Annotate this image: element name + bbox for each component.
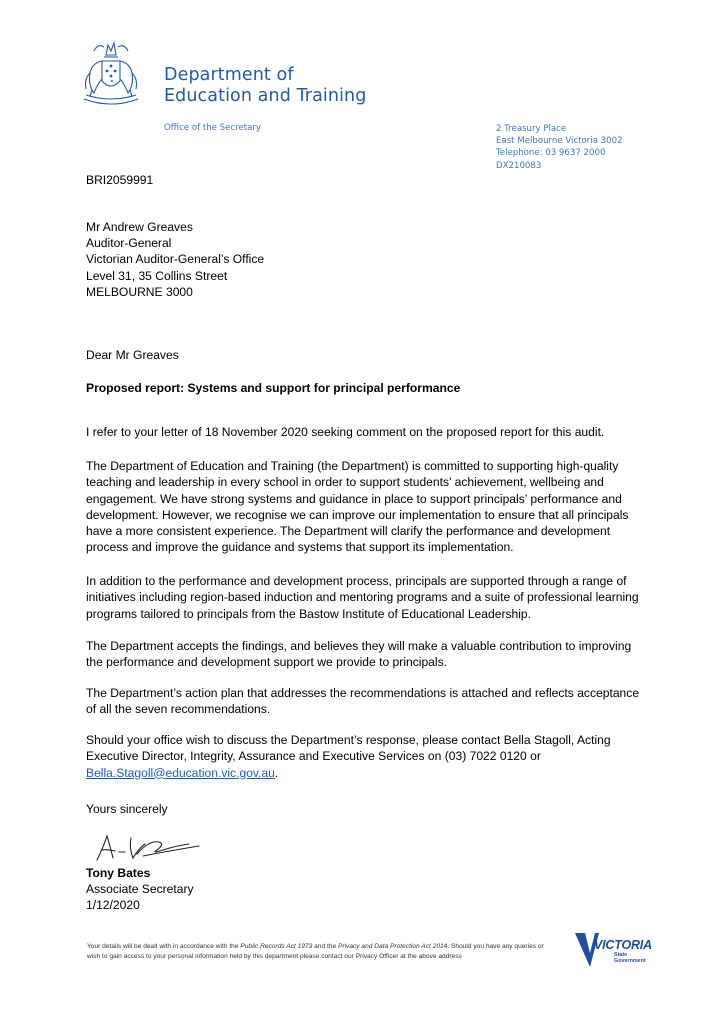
contact-paragraph [86,732,651,781]
contact-end: . [274,765,279,780]
contact-text: Should your office wish to discuss the Department’s response, please contact Bella Stagoll, Acting Executive Director, Integrity, Assurance and Executive Services on (03) 7022 0120 or [86,733,611,764]
closing: Yours sincerely [86,802,168,816]
address-line: East Melbourne Victoria 3002 [496,136,623,147]
signer-block [86,865,651,914]
recipient-block [86,219,651,300]
recipient-line: Level 31, 35 Collins Street [86,268,228,283]
address-line: Telephone: 03 9637 2000 [496,148,606,159]
footer-act-name: Privacy and Data Protection Act 2014 [337,943,448,950]
contact-email-link[interactable]: Bella.Stagoll@education.vic.gov.au [86,765,275,780]
body-paragraph: The Department’s action plan that addresses the recommendations is attached and reflects acceptance of all the seven recommendations. [86,686,640,717]
department-name-line1: Department of [164,65,294,85]
office-name: Office of the Secretary [164,123,262,133]
body-paragraph: The Department accepts the findings, and believes they will make a valuable contribution to improving the performance and development support we provide to principals. [86,639,632,670]
body-paragraph: I refer to your letter of 18 November 2020 seeking comment on the proposed report for this audit. [86,425,605,440]
victoria-logo-subtext [614,952,654,964]
footer-act-name: Public Records Act 1973 [240,943,313,950]
footer-text: and the [312,943,338,950]
salutation: Dear Mr Greaves [86,348,179,362]
recipient-line: Victorian Auditor-General’s Office [86,252,265,267]
recipient-line: MELBOURNE 3000 [86,284,193,299]
department-address [496,123,696,172]
victoria-logo-text: VICTORIA [594,938,652,952]
logo-sub-line: Government [614,958,646,964]
signature-icon [93,830,203,864]
department-name-line2: Education and Training [164,86,367,106]
reference-number: BRI2059991 [86,173,154,187]
letter-date: 1/12/2020 [86,898,140,913]
recipient-line: Auditor-General [86,236,172,251]
subject-line: Proposed report: Systems and support for principal performance [86,381,461,395]
body-paragraph: The Department of Education and Training (the Department) is committed to supporting high-quality teaching and leadership in every school in order to support students’ achievement, wellbeing and engagement. We have strong systems and guidance in place to support principals’ performance and development. However, we recognise we can improve our implementation to ensure that all principals have a more consistent experience. The Department will clarify the performance and development process and improve the guidance and systems that support its implementation. [86,459,629,555]
signer-name: Tony Bates [86,866,151,880]
privacy-footer [87,942,557,961]
footer-text: . Should you have any queries or wish to gain access to your personal information held by this department please contact our Privacy Officer at the above address [87,943,544,960]
address-line: 2 Treasury Place [496,124,567,134]
recipient-line: Mr Andrew Greaves [86,220,193,234]
signer-title: Associate Secretary [86,882,194,897]
logo-sub-line: State [614,952,628,958]
address-line: DX210083 [496,160,542,171]
footer-text: Your details will be dealt with in accordance with the [87,943,241,950]
department-name [164,65,464,107]
coat-of-arms-icon [80,33,142,111]
body-paragraph: In addition to the performance and development process, principals are supported through a range of initiatives including region-based induction and mentoring programs and a suite of professional learning programs tailored to principals from the Bastow Institute of Educational Leadership. [86,574,639,621]
